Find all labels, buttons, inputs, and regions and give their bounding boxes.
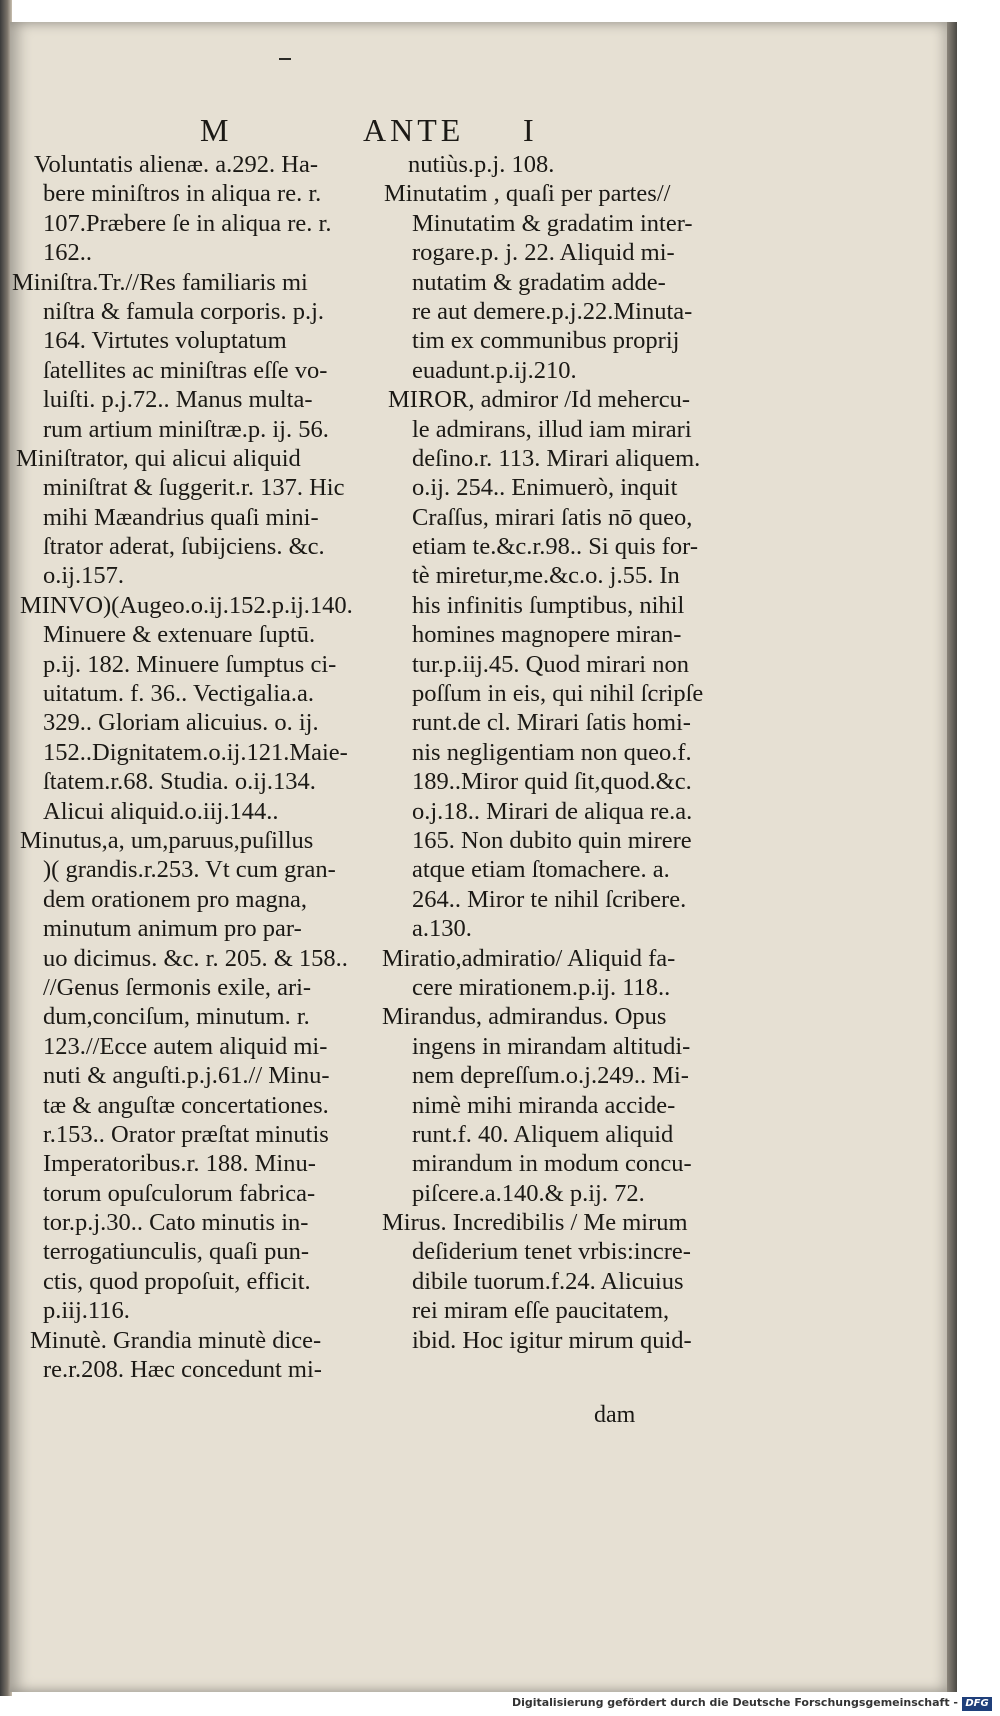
text-line: Minutatim & gradatim inter- <box>412 209 693 237</box>
text-line: mihi Mæandrius quaſi mini- <box>43 503 319 531</box>
text-line: terrogatiunculis, quaſi pun- <box>43 1238 310 1266</box>
text-line: rogare.p. j. 22. Aliquid mi- <box>412 239 675 267</box>
text-line: Alicui aliquid.o.iij.144.. <box>43 797 279 825</box>
text-line: runt.de cl. Mirari ſatis homi- <box>412 709 691 737</box>
text-line: deſino.r. 113. Mirari aliquem. <box>412 444 701 472</box>
text-line: tæ & anguſtæ concertationes. <box>43 1091 329 1119</box>
text-line: dibile tuorum.f.24. Alicuius <box>412 1267 684 1295</box>
text-line: nuti & anguſti.p.j.61.// Minu- <box>43 1062 330 1090</box>
text-line: ibid. Hoc igitur mirum quid- <box>412 1326 692 1354</box>
digitization-footer <box>0 1696 1000 1716</box>
right-column <box>382 150 770 1355</box>
text-line: Minuere & extenuare ſuptū. <box>43 621 316 649</box>
text-line: 264.. Miror te nihil ſcribere. <box>412 885 687 913</box>
text-line: )( grandis.r.253. Vt cum gran- <box>43 856 336 884</box>
dfg-logo: DFG <box>962 1697 992 1711</box>
text-line: rum artium miniſtræ.p. ij. 56. <box>43 415 329 443</box>
text-line: dem orationem pro magna, <box>43 885 307 913</box>
ink-mark <box>279 58 291 60</box>
text-line: //Genus ſermonis exile, ari- <box>43 973 312 1001</box>
text-line: 162.. <box>43 239 92 267</box>
text-line: homines magnopere miran- <box>412 621 682 649</box>
text-line: mirandum in modum concu- <box>412 1150 692 1178</box>
text-line: ingens in mirandam altitudi- <box>412 1032 691 1060</box>
text-line: ſatellites ac miniſtras eſſe vo- <box>43 356 328 384</box>
text-line: 165. Non dubito quin mirere <box>412 826 692 854</box>
header-right-letter: I <box>523 112 538 148</box>
text-line: ctis, quod propoſuit, efficit. <box>43 1267 311 1295</box>
text-line: 152..Dignitatem.o.ij.121.Maie- <box>43 738 348 766</box>
entry-headword-line: Minutè. Grandia minutè dice- <box>30 1326 322 1354</box>
text-line: tor.p.j.30.. Cato minutis in- <box>43 1209 309 1237</box>
text-line: re aut demere.p.j.22.Minuta- <box>412 297 693 325</box>
text-line: luiſti. p.j.72.. Manus multa- <box>43 386 313 414</box>
entry-headword-line: Miratio,admiratio/ Aliquid fa- <box>382 944 676 972</box>
text-line: bere miniſtros in aliqua re. r. <box>43 180 322 208</box>
text-line: ſtrator aderat, ſubijciens. &c. <box>43 533 325 561</box>
entry-headword-line: Minutus,a, um,paruus,puſillus <box>20 826 314 854</box>
text-line: o.ij.157. <box>43 562 124 590</box>
entry-headword-line: Miniſtrator, qui alicui aliquid <box>16 444 301 472</box>
text-line: uo dicimus. &c. r. 205. & 158.. <box>43 944 348 972</box>
text-line: rei miram eſſe paucitatem, <box>412 1297 670 1325</box>
text-line: Craſſus, mirari ſatis nō queo, <box>412 503 693 531</box>
text-line: o.j.18.. Mirari de aliqua re.a. <box>412 797 693 825</box>
text-line: re.r.208. Hæc concedunt mi- <box>43 1356 322 1384</box>
text-line: Voluntatis alienæ. a.292. Ha- <box>34 151 318 178</box>
text-line: atque etiam ſtomachere. a. <box>412 856 670 884</box>
text-line: 107.Præbere ſe in aliqua re. r. <box>43 209 332 237</box>
left-column <box>12 150 399 1384</box>
text-line: nis negligentiam non queo.f. <box>412 738 692 766</box>
text-line: uitatum. f. 36.. Vectigalia.a. <box>43 680 315 708</box>
text-line: dum,conciſum, minutum. r. <box>43 1003 310 1031</box>
text-line: euadunt.p.ij.210. <box>412 356 577 384</box>
text-line: p.ij. 182. Minuere ſumptus ci- <box>43 650 337 678</box>
funding-note: Digitalisierung gefördert durch die Deutsche Forschungsgemeinschaft - <box>511 1696 958 1709</box>
catchword: dam <box>594 1402 636 1428</box>
text-line: 329.. Gloriam alicuius. o. ij. <box>43 709 319 737</box>
text-line: le admirans, illud iam mirari <box>412 415 692 443</box>
entry-headword-line: Mirus. Incredibilis / Me mirum <box>382 1209 688 1237</box>
text-line: tè miretur,me.&c.o. j.55. In <box>412 562 680 590</box>
text-line: poſſum in eis, qui nihil ſcripſe <box>412 680 704 708</box>
text-line: deſiderium tenet vrbis:incre- <box>412 1238 691 1266</box>
text-line: etiam te.&c.r.98.. Si quis for- <box>412 533 698 561</box>
text-line: 189..Miror quid ſit,quod.&c. <box>412 768 692 796</box>
text-line: nem depreſſum.o.j.249.. Mi- <box>412 1062 689 1090</box>
text-line: ſtatem.r.68. Studia. o.ij.134. <box>43 768 316 796</box>
entry-headword-line: MINVO)(Augeo.o.ij.152.p.ij.140. <box>20 591 353 619</box>
text-line: minutum animum pro par- <box>43 915 302 943</box>
text-line: 123.//Ecce autem aliquid mi- <box>43 1032 328 1060</box>
entry-headword-line: MIROR, admiror /Id mehercu- <box>388 386 691 414</box>
text-line: p.iij.116. <box>43 1297 130 1325</box>
text-line: piſcere.a.140.& p.ij. 72. <box>412 1179 645 1207</box>
text-line: tim ex communibus proprij <box>412 327 680 355</box>
entry-headword-line: Minutatim , quaſi per partes// <box>384 180 671 208</box>
text-line: r.153.. Orator præſtat minutis <box>43 1120 329 1148</box>
text-line: torum opuſculorum fabrica- <box>43 1179 316 1207</box>
entry-headword-line: Miniſtra.Tr.//Res familiaris mi <box>12 268 308 296</box>
text-line: his infinitis ſumptibus, nihil <box>412 591 685 619</box>
text-line: o.ij. 254.. Enimuerò, inquit <box>412 474 678 502</box>
header-title: ANTE <box>363 112 465 148</box>
text-line: runt.f. 40. Aliquem aliquid <box>412 1120 674 1148</box>
text-line: nimè mihi miranda accide- <box>412 1091 676 1119</box>
text-line: 164. Virtutes voluptatum <box>43 327 287 355</box>
page-edge <box>947 22 957 1692</box>
text-line: tur.p.iij.45. Quod mirari non <box>412 650 689 678</box>
text-line: miniſtrat & ſuggerit.r. 137. Hic <box>43 474 345 502</box>
text-line: Imperatoribus.r. 188. Minu- <box>43 1150 316 1178</box>
header-left-letter: M <box>200 112 233 148</box>
text-line: nutatim & gradatim adde- <box>412 268 666 296</box>
text-line: a.130. <box>412 915 472 943</box>
entry-headword-line: Mirandus, admirandus. Opus <box>382 1003 667 1031</box>
text-line: nutiùs.p.j. 108. <box>408 151 555 178</box>
text-line: cere mirationem.p.ij. 118.. <box>412 973 671 1001</box>
text-line: niſtra & famula corporis. p.j. <box>43 297 324 325</box>
